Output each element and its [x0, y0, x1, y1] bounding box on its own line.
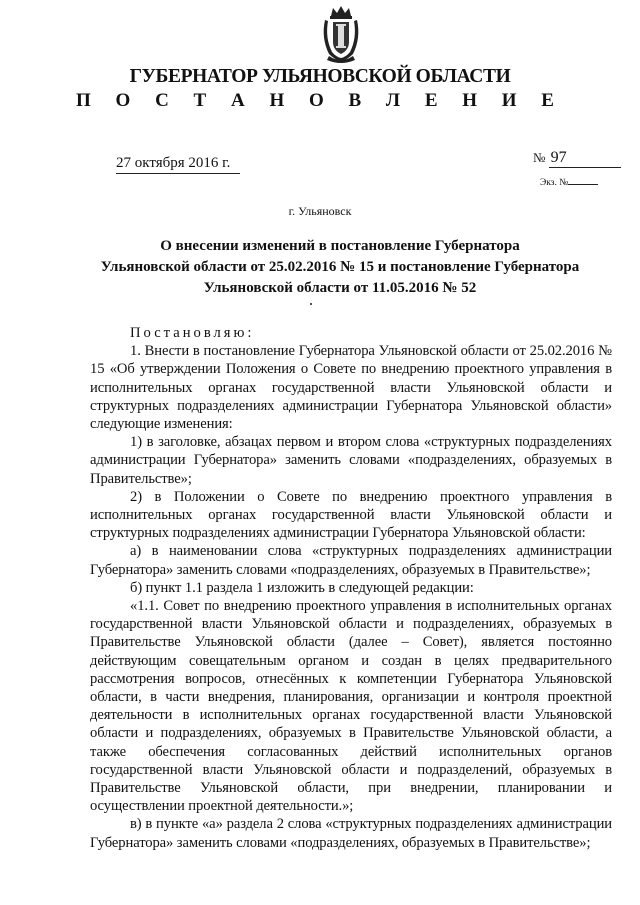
- issuing-authority: ГУБЕРНАТОР УЛЬЯНОВСКОЙ ОБЛАСТИ: [129, 66, 511, 87]
- title-line: Ульяновской области от 11.05.2016 № 52: [203, 280, 477, 296]
- paragraph: 2) в Положении о Совете по внедрению проектного управления в исполнительных органах государственной власти Ульяновской области и структурных подразделениях администрации Губернатора Ульяновской области:: [90, 488, 612, 542]
- paragraph: 1. Внести в постановление Губернатора Ульяновской области от 25.02.2016 № 15 «Об утверждении Положения о Совете по внедрению проектного управления в исполнительных органах государственной власти Ульяновской области и структурных подразделениях администрации Губернатора Ульяновской области» следующие изменения:: [90, 343, 612, 433]
- number-prefix: №: [533, 150, 546, 165]
- issue-city: г. Ульяновск: [288, 204, 352, 218]
- decree-word: Постановляю:: [130, 325, 255, 341]
- copy-label: Экз. №: [540, 178, 569, 188]
- scan-speck: [310, 303, 312, 305]
- paragraph: в) в пункте «а» раздела 2 слова «структурных подразделениях администрации Губернатора» заменить словами «подразделениях, образуемых в Правительстве»;: [90, 816, 612, 851]
- paragraph: «1.1. Совет по внедрению проектного управления в исполнительных органах государственной власти Ульяновской области и подразделениях, образуемых в Правительстве Ульяновской области (далее – Совет), является постоянно действующим совещательным органом и создан в целях предварительного рассмотрения вопросов, отнесённых к компетенции Губернатора Ульяновской области, в части внедрения, планирования, организации и контроля проектной деятельности в исполнительных органах государственной власти Ульяновской области и подразделениях, образуемых в Правительстве Ульяновской области, а также обеспечения согласованных действий исполнительных органов государственной власти Ульяновской области и подразделений, образуемых в Правительстве Ульяновской области, при внедрении, планировании и осуществлении проектной деятельности.»;: [90, 598, 612, 815]
- document-type: П О С Т А Н О В Л Е Н И Е: [76, 90, 564, 111]
- title-line: О внесении изменений в постановление Губернатора: [160, 238, 520, 254]
- coat-of-arms-emblem: [317, 4, 365, 64]
- document-number-row: [533, 149, 621, 168]
- paragraph: 1) в заголовке, абзацах первом и втором слова «структурных подразделениях администрации Губернатора» заменить словами «подразделениях, образуемых в Правительстве»;: [90, 434, 612, 487]
- document-date: 27 октября 2016 г.: [116, 155, 240, 174]
- copy-number-blank: [568, 184, 598, 185]
- document-title: [80, 236, 600, 299]
- copy-number-row: [540, 178, 598, 188]
- paragraph: б) пункт 1.1 раздела 1 изложить в следующей редакции:: [130, 579, 474, 596]
- paragraph: а) в наименовании слова «структурных подразделениях администрации Губернатора» заменить словами «подразделениях, образуемых в Правительстве»;: [90, 543, 612, 578]
- title-line: Ульяновской области от 25.02.2016 № 15 и постановление Губернатора: [100, 259, 580, 275]
- document-body: [90, 324, 612, 852]
- document-number: 97: [549, 149, 621, 168]
